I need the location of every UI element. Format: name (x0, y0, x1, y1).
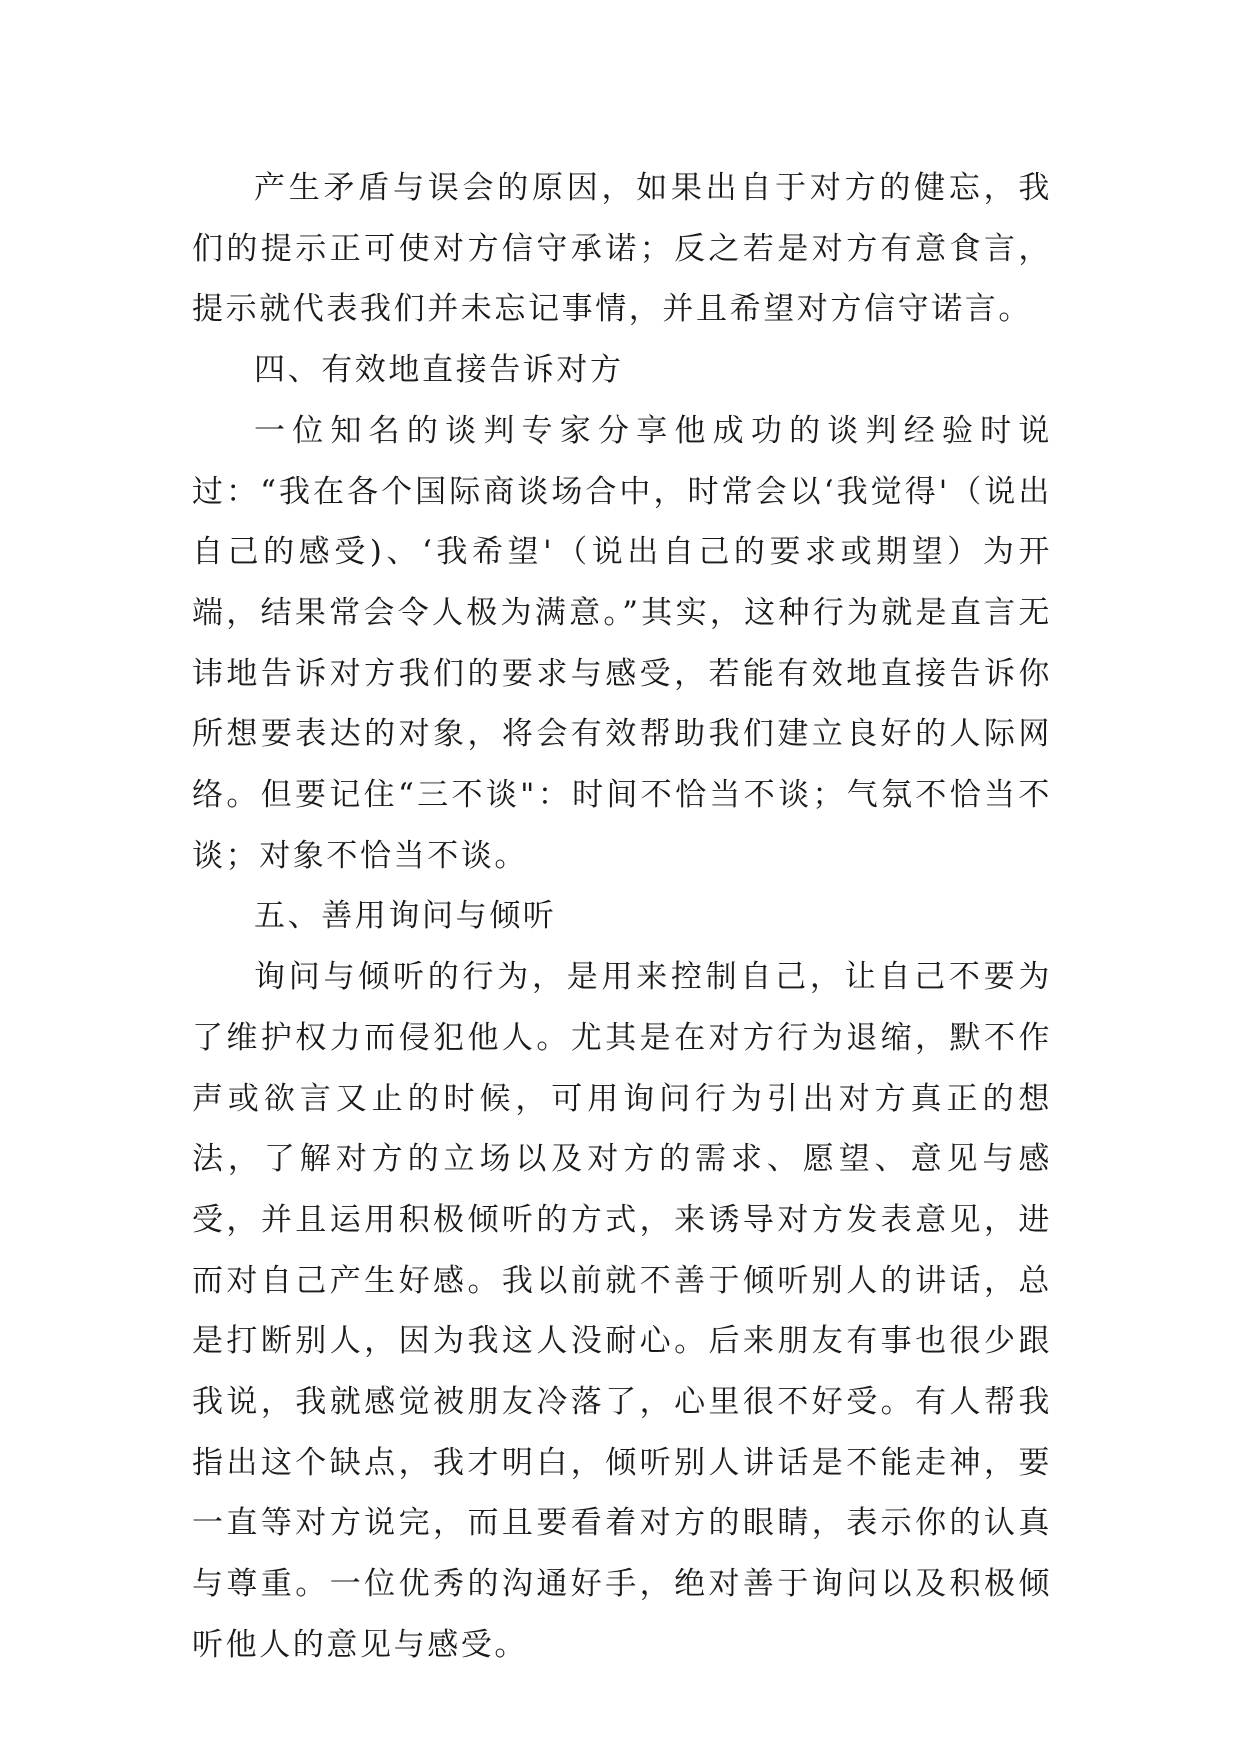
section-heading-4: 四、有效地直接告诉对方 (254, 352, 624, 389)
body-text (192, 158, 1052, 1676)
paragraph-listening: 询问与倾听的行为，是用来控制自己，让自己不要为了维护权力而侵犯他人。尤其是在对方行为退缩，默不作声或欲言又止的时候，可用询问行为引出对方真正的想法，了解对方的立场以及对方的需求、愿望、意见与感受，并且运用积极倾听的方式，来诱导对方发表意见，进而对自己产生好感。我以前就不善于倾听别人的讲话，总是打断别人，因为我这人没耐心。后来朋友有事也很少跟我说，我就感觉被朋友冷落了，心里很不好受。有人帮我指出这个缺点，我才明白，倾听别人讲话是不能走神，要一直等对方说完，而且要看着对方的眼睛，表示你的认真与尊重。一位优秀的沟通好手，绝对善于询问以及积极倾听他人的意见与感受。 (192, 959, 1052, 1663)
paragraph-direct-communication: 一位知名的谈判专家分享他成功的谈判经验时说过：“我在各个国际商谈场合中，时常会以‘我觉得'（说出自己的感受)、‘我希望'（说出自己的要求或期望）为开端，结果常会令人极为满意。”其实，这种行为就是直言无讳地告诉对方我们的要求与感受，若能有效地直接告诉你所想要表达的对象，将会有效帮助我们建立良好的人际网络。但要记住“三不谈"：时间不恰当不谈；气氛不恰当不谈；对象不恰当不谈。 (192, 412, 1052, 874)
section-heading-5: 五、善用询问与倾听 (254, 898, 557, 935)
paragraph-reminder: 产生矛盾与误会的原因，如果出自于对方的健忘，我们的提示正可使对方信守承诺；反之若是对方有意食言，提示就代表我们并未忘记事情，并且希望对方信守诺言。 (192, 170, 1052, 328)
